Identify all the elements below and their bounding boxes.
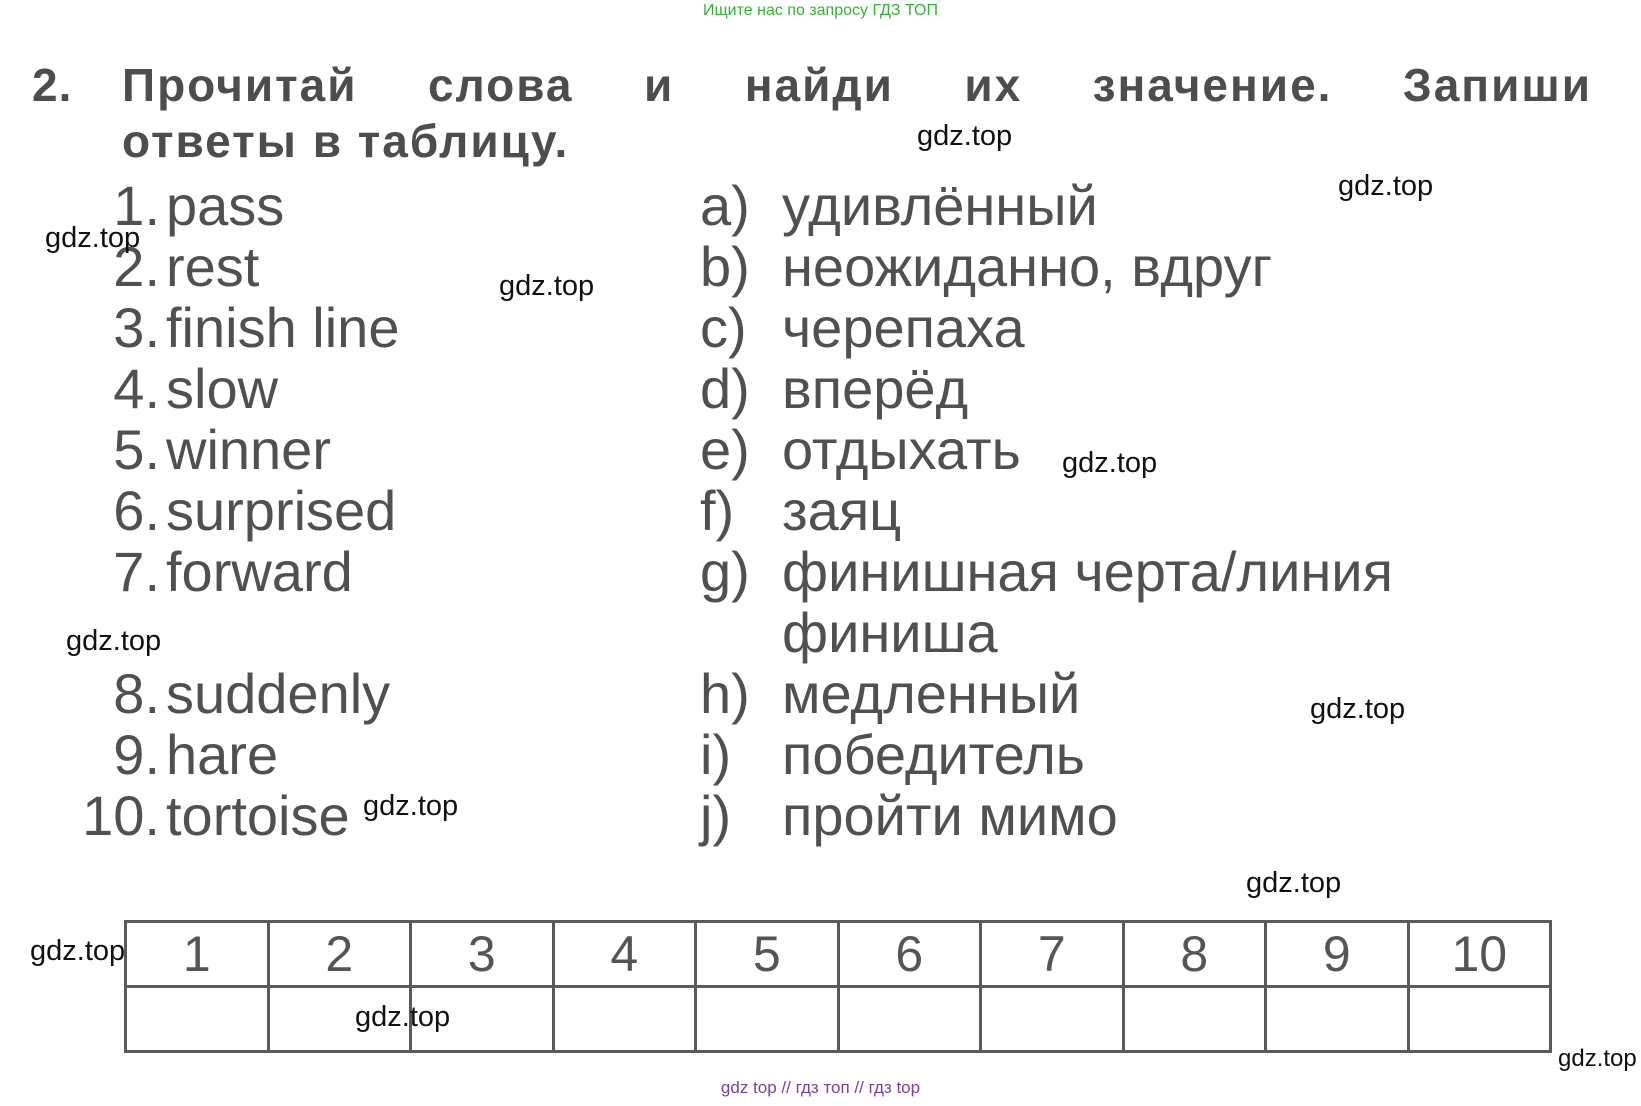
answer-header-cell: 2 <box>268 922 411 987</box>
task-instruction-line2: ответы в таблицу. <box>122 115 570 167</box>
english-word: pass <box>166 174 285 237</box>
meaning-letter: e) <box>700 418 750 481</box>
meaning-text: черепаха <box>782 296 1025 359</box>
meaning-letter: c) <box>700 296 747 359</box>
word-number: 7. <box>113 540 160 603</box>
watermark: gdz.top <box>1338 170 1434 202</box>
answer-header-cell: 7 <box>981 922 1124 987</box>
word-number: 8. <box>113 662 160 725</box>
word-number: 2. <box>113 235 160 298</box>
answer-header-cell: 10 <box>1408 922 1551 987</box>
english-word: forward <box>166 540 353 603</box>
watermark: gdz.top <box>66 625 162 657</box>
task-number: 2. <box>32 59 73 111</box>
meaning-letter: j) <box>700 784 732 847</box>
answer-table-header-row <box>126 922 1551 987</box>
watermark: gdz.top <box>355 1001 451 1033</box>
english-word-item <box>0 418 331 482</box>
meaning-letter: h) <box>700 662 750 725</box>
english-word: tortoise <box>166 784 350 847</box>
watermark: gdz.top <box>1062 447 1158 479</box>
english-word-item <box>0 174 284 238</box>
english-word-item <box>0 662 390 726</box>
meaning-letter: f) <box>700 479 735 542</box>
answer-cell[interactable] <box>1408 987 1551 1052</box>
meaning-text: победитель <box>782 723 1085 786</box>
word-number: 5. <box>113 418 160 481</box>
meaning-item <box>700 235 1272 299</box>
answer-header-cell: 5 <box>696 922 839 987</box>
meaning-item <box>700 540 1393 604</box>
watermark: gdz.top <box>30 935 126 967</box>
answer-cell[interactable] <box>1123 987 1266 1052</box>
meaning-letter: i) <box>700 723 732 786</box>
english-word: slow <box>166 357 279 420</box>
answer-table-answer-row <box>126 987 1551 1052</box>
english-word-item <box>0 784 350 848</box>
meaning-letter: g) <box>700 540 750 603</box>
answer-header-cell: 4 <box>553 922 696 987</box>
meaning-text: неожиданно, вдруг <box>782 235 1272 298</box>
word-number: 6. <box>113 479 160 542</box>
meaning-item <box>700 479 901 543</box>
answer-cell[interactable] <box>126 987 269 1052</box>
meaning-text: заяц <box>782 479 902 542</box>
answer-cell[interactable] <box>1266 987 1409 1052</box>
answer-cell[interactable] <box>838 987 981 1052</box>
watermark: gdz.top <box>45 222 141 254</box>
meaning-item-continuation <box>700 601 998 665</box>
watermark: gdz.top <box>1310 693 1406 725</box>
answer-cell[interactable] <box>981 987 1124 1052</box>
meaning-text: финишная черта/линия <box>782 540 1393 603</box>
word-number: 4. <box>113 357 160 420</box>
english-word: suddenly <box>166 662 391 725</box>
english-word: finish line <box>166 296 400 359</box>
answer-header-cell: 9 <box>1266 922 1409 987</box>
word-number: 10. <box>82 784 160 847</box>
meaning-text: медленный <box>782 662 1081 725</box>
english-word: surprised <box>166 479 397 542</box>
answer-cell[interactable] <box>696 987 839 1052</box>
answer-header-cell: 3 <box>411 922 554 987</box>
watermark: gdz.top <box>917 120 1013 152</box>
meaning-text: пройти мимо <box>782 784 1118 847</box>
answer-table <box>124 920 1552 1053</box>
answer-cell[interactable] <box>553 987 696 1052</box>
meaning-item <box>700 784 1118 848</box>
word-number: 3. <box>113 296 160 359</box>
meaning-item <box>700 357 968 421</box>
meaning-item <box>700 723 1085 787</box>
meaning-text: финиша <box>782 601 998 664</box>
top-banner: Ищите нас по запросу ГДЗ ТОП <box>703 2 938 19</box>
footer: gdz top // гдз топ // гдз top <box>720 1078 921 1097</box>
meaning-item <box>700 296 1025 360</box>
english-word-item <box>0 540 353 604</box>
word-number: 9. <box>113 723 160 786</box>
meaning-text: отдыхать <box>782 418 1021 481</box>
english-word: winner <box>166 418 331 481</box>
watermark: gdz.top <box>499 270 595 302</box>
meaning-letter: b) <box>700 235 750 298</box>
meaning-item <box>700 662 1080 726</box>
watermark: gdz.top <box>1558 1045 1637 1072</box>
english-word-item <box>0 479 396 543</box>
english-word: hare <box>166 723 279 786</box>
task-instruction-line1: Прочитай слова и найди их значение. Запиши <box>122 59 1592 111</box>
answer-header-cell: 8 <box>1123 922 1266 987</box>
watermark: gdz.top <box>1246 867 1342 899</box>
answer-header-cell: 6 <box>838 922 981 987</box>
english-word: rest <box>166 235 260 298</box>
watermark: gdz.top <box>363 790 459 822</box>
meaning-text: удивлённый <box>782 174 1098 237</box>
meaning-item <box>700 418 1021 482</box>
meaning-text: вперёд <box>782 357 969 420</box>
answer-header-cell: 1 <box>126 922 269 987</box>
english-word-item <box>0 723 278 787</box>
word-number: 1. <box>113 174 160 237</box>
english-word-item <box>0 357 278 421</box>
meaning-letter: a) <box>700 174 750 237</box>
meaning-item <box>700 174 1098 238</box>
meaning-letter: d) <box>700 357 750 420</box>
english-word-item <box>0 296 399 360</box>
